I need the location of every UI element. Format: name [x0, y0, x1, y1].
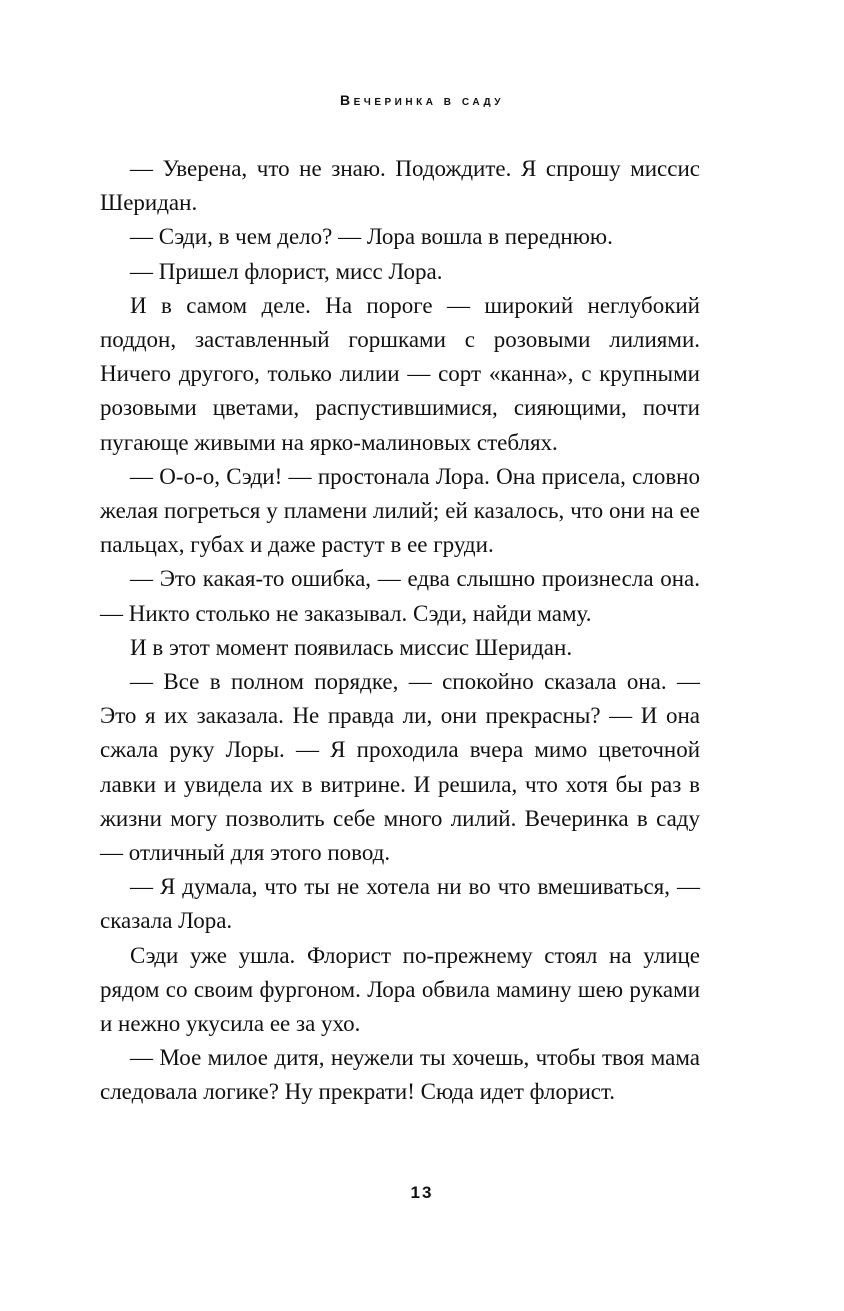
page-number: 13: [410, 1183, 434, 1202]
paragraph: — Мое милое дитя, неужели ты хочешь, чтобы твоя мама следовала логике? Ну прекрати! Сюда идет флорист.: [100, 1045, 700, 1105]
paragraph: И в этот момент появилась миссис Шеридан.: [130, 634, 573, 660]
paragraph: — Я думала, что ты не хотела ни во что вмешиваться, — сказала Лора.: [100, 874, 700, 934]
running-head-title: Вечеринка в саду: [340, 92, 504, 108]
paragraph: — Уверена, что не знаю. Подождите. Я спрошу миссис Шеридан.: [100, 156, 700, 216]
paragraph: И в самом деле. На пороге — широкий неглубокий поддон, заставленный горшками с розовыми лилиями. Ничего другого, только лилии — сорт «канна», с крупными розовыми цветами, распустившимися, сияющими, почти пугающе живыми на ярко-малиновых стеблях.: [100, 292, 700, 455]
body-text: [100, 152, 700, 1110]
paragraph: Сэди уже ушла. Флорист по-прежнему стоял на улице рядом со своим фургоном. Лора обвила мамину шею руками и нежно укусила ее за ухо.: [100, 942, 700, 1037]
paragraph: — О-о-о, Сэди! — простонала Лора. Она присела, словно желая погреться у пламени лилий; ей казалось, что они на ее пальцах, губах и даже растут в ее груди.: [100, 463, 700, 558]
paragraph: — Пришел флорист, мисс Лора.: [130, 258, 443, 284]
paragraph: — Это какая-то ошибка, — едва слышно произнесла она. — Никто столько не заказывал. Сэди, найди маму.: [100, 566, 700, 626]
paragraph: — Сэди, в чем дело? — Лора вошла в переднюю.: [130, 224, 613, 250]
paragraph: — Все в полном порядке, — спокойно сказала она. — Это я их заказала. Не правда ли, они прекрасны? — И она сжала руку Лоры. — Я проходила вчера мимо цветочной лавки и увидела их в витрине. И решила, что хотя бы раз в жизни могу позволить себе много лилий. Вечеринка в саду — отличный для этого повод.: [100, 669, 700, 866]
